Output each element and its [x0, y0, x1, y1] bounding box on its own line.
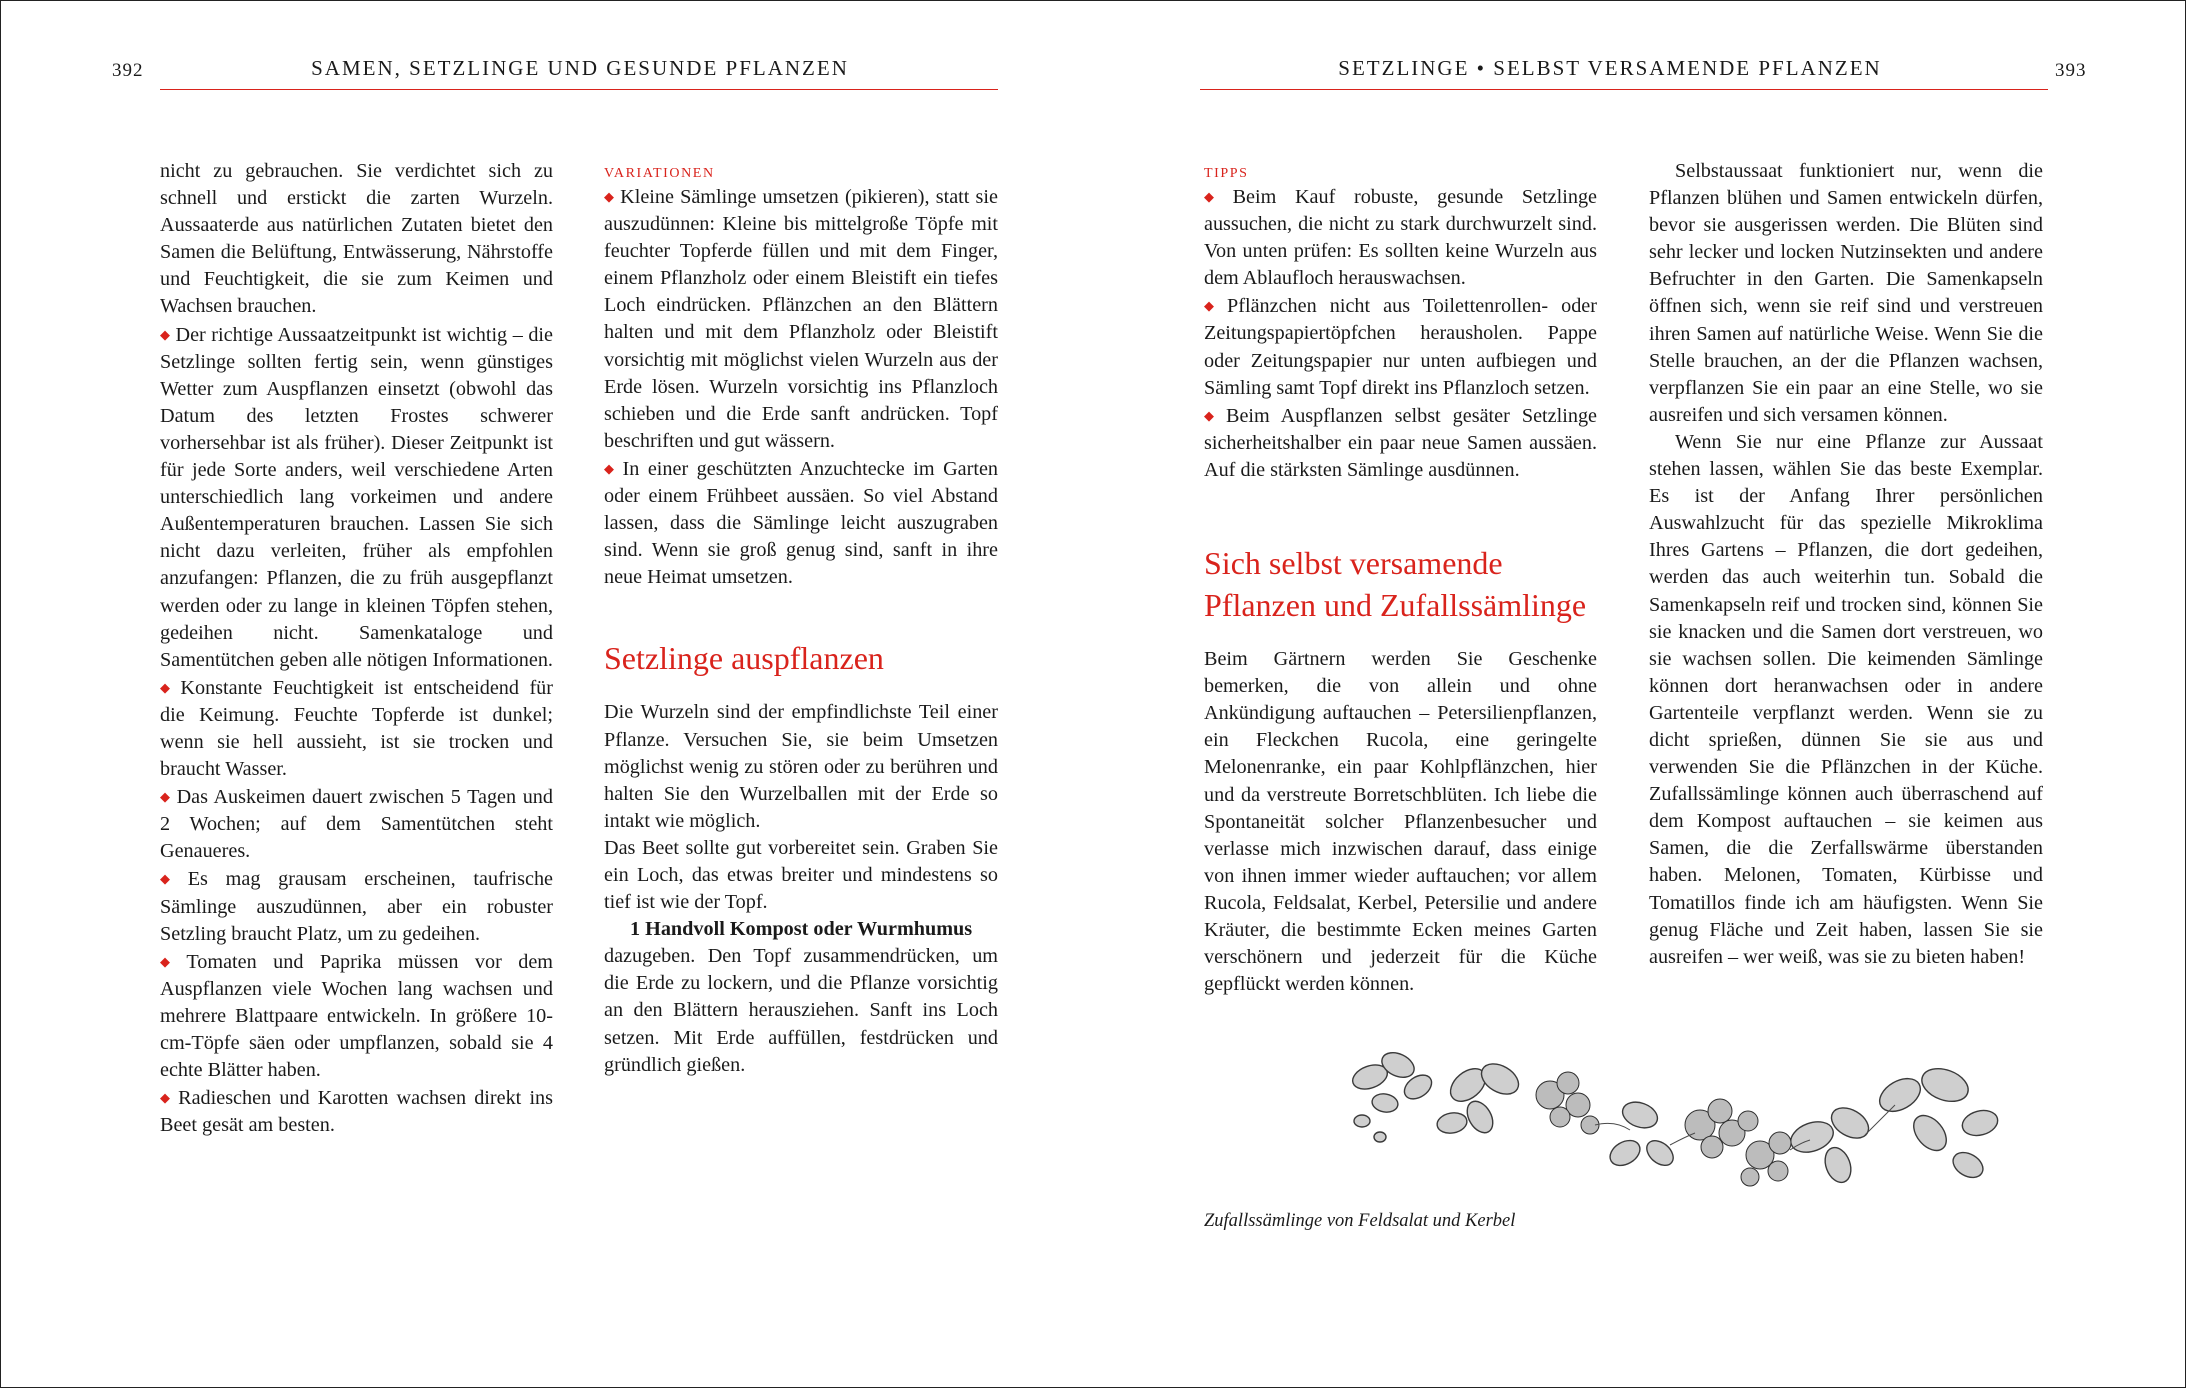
list-item: ◆ Der richtige Aussaatzeitpunkt ist wichtig – die Setzlinge sollten fertig sein, wenn günstiges Wetter zum Auspflanzen einsetzt (obwohl das Datum des letzten Frostes schwerer vorhersehbar ist als früher). Dieser Zeitpunkt ist für jede Sorte anders, weil verschiedene Arten unterschiedlich lang vorkeimen und andere Außentemperaturen brauchen. Lassen Sie sich nicht dazu verleiten, früher als empfohlen anzufangen: Pflanzen, die zu früh ausgepflanzt werden oder zu lange in kleinen Töpfen stehen, gedeihen nicht. Samenkataloge und Samentütchen geben alle nötigen Informationen. — [160, 323, 553, 671]
bullet-diamond-icon: ◆ — [1204, 407, 1221, 423]
right-column-1 — [1204, 165, 1597, 998]
right-column-2 — [1649, 158, 2043, 971]
list-item: ◆ Das Auskeimen dauert zwischen 5 Tagen und 2 Wochen; auf dem Samentütchen steht Genaueres. — [160, 786, 553, 863]
list-item: ◆ Beim Kauf robuste, gesunde Setzlinge aussuchen, die nicht zu stark durchwurzelt sind. Von unten prüfen: Es sollten keine Wurzeln aus dem Ablaufloch herauswachsen. — [1204, 186, 1597, 290]
list-item: ◆ Tomaten und Paprika müssen vor dem Auspflanzen viele Wochen lang wachsen und mehrere Blattpaare entwickeln. In größere 10-cm-Töpfe säen oder umpflanzen, sobald sie 4 echte Blätter haben. — [160, 950, 553, 1082]
bullet-diamond-icon: ◆ — [160, 871, 183, 887]
bullet-diamond-icon: ◆ — [604, 189, 616, 204]
bullet-diamond-icon: ◆ — [160, 953, 182, 969]
bullet-diamond-icon: ◆ — [160, 789, 172, 805]
left-folio: 392 — [112, 60, 144, 81]
left-column-1 — [160, 158, 553, 1139]
right-running-head: SETZLINGE • SELBST VERSAMENDE PFLANZEN — [1338, 56, 1882, 80]
paragraph: Die Wurzeln sind der empfindlichste Teil einer Pflanze. Versuchen Sie, sie beim Umsetzen möglichst wenig zu stören oder zu berühren und halten Sie den Wurzelballen mit der Erde so intakt wie möglich. — [604, 701, 998, 832]
bullet-diamond-icon: ◆ — [1204, 189, 1228, 204]
list-item: ◆ Konstante Feuchtigkeit ist entscheidend für die Keimung. Feuchte Topferde ist dunkel; wenn sie hell aussieht, ist sie trocken und braucht Wasser. — [160, 676, 553, 781]
paragraph: 1 Handvoll Kompost oder Wurmhumus dazugeben. Den Topf zusammendrücken, um die Erde zu lockern, und die Pflanze vorsichtig an den Blättern herausziehen. Sanft ins Loch setzen. Mit Erde auffüllen, festdrücken und gründlich gießen. — [604, 918, 998, 1076]
list-item: ◆ Pflänzchen nicht aus Toilettenrollen- oder Zeitungspapiertöpfchen herausholen. Pappe oder Zeitungspapier nur unten aufbiegen und Sämling samt Topf direkt ins Pflanzloch setzen. — [1204, 295, 1597, 399]
bullet-diamond-icon: ◆ — [160, 1090, 174, 1106]
right-folio: 393 — [2055, 60, 2087, 81]
figure-caption: Zufallssämlinge von Feldsalat und Kerbel — [1204, 1211, 1516, 1231]
tips-label: TIPPS — [1204, 166, 1249, 181]
bullet-diamond-icon: ◆ — [1204, 298, 1223, 314]
paragraph: nicht zu gebrauchen. Sie verdichtet sich zu schnell und erstickt die zarten Wurzeln. Aussaaterde aus natürlichen Zutaten bietet den Samen die Belüftung, Entwässerung, Nährstoffe und Feuchtigkeit, die sie zum Keimen und Wachsen brauchen. — [160, 160, 553, 318]
list-item: ◆ Kleine Sämlinge umsetzen (pikieren), statt sie auszudünnen: Kleine bis mittelgroße Töpfe mit feuchter Topferde füllen und mit dem Finger, einem Pflanzholz oder einem Bleistift ein tiefes Loch eindrücken. Pflänzchen an den Blättern halten und mit dem Pflanzholz oder Bleistift vorsichtig mit möglichst vielen Wurzeln aus der Erde lösen. Wurzeln vorsichtig ins Pflanzloch schieben und die Erde sanft andrücken. Topf beschriften und gut wässern. — [604, 186, 998, 452]
bold-ingredient: 1 Handvoll Kompost oder Wurmhumus — [630, 918, 973, 941]
paragraph: Das Beet sollte gut vorbereitet sein. Graben Sie ein Loch, das etwas breiter und mindestens so tief ist wie der Topf. — [604, 836, 998, 914]
bullet-diamond-icon: ◆ — [604, 460, 618, 476]
bullet-diamond-icon: ◆ — [160, 326, 171, 342]
seedlings-illustration — [1340, 1025, 2040, 1225]
section-heading: Setzlinge auspflanzen — [604, 640, 884, 677]
list-item: ◆ In einer geschützten Anzuchtecke im Garten oder einem Frühbeet aussäen. So viel Abstand lassen, dass die Sämlinge leicht auszugraben sind. Wenn sie groß genug sind, sanft in ihre neue Heimat umsetzen. — [604, 457, 999, 589]
paragraph: Wenn Sie nur eine Pflanze zur Aussaat stehen lassen, wählen Sie das beste Exemplar. Es ist der Anfang Ihrer persönlichen Auswahlzucht für das spezielle Mikroklima Ihres Gartens – Pflanzen, die dort gedeihen, werden das auch weiterhin tun. Sobald die Samenkapseln reif und trocken sind, können Sie sie knacken und die Samen dort verstreuen, wo sie wachsen sollen. Die keimenden Sämlinge können dort heranwachsen oder in andere Gartenteile verpflanzt werden. Wenn sie zu dicht sprießen, dünnen Sie sie aus und verwenden Sie die Pflänzchen in der Küche. Zufallssämlinge können auch überraschend auf dem Kompost auftauchen – sie keimen aus Samen, die die Zerfallswärme überstanden haben. Melonen, Tomaten, Kürbisse und Tomatillos finde ich am häufigsten. Wenn Sie genug Fläche und Zeit haben, lassen Sie sie ausreifen – wer weiß, was sie zu bieten haben! — [1649, 430, 2043, 968]
left-header-rule — [160, 89, 998, 90]
section-heading: Sich selbst versamende Pflanzen und Zufallssämlinge — [1204, 545, 1587, 624]
left-running-head: SAMEN, SETZLINGE UND GESUNDE PFLANZEN — [311, 56, 849, 80]
left-column-2 — [604, 165, 998, 1079]
list-item: ◆ Es mag grausam erscheinen, taufrische Sämlinge auszudünnen, aber ein robuster Setzling braucht Platz, um zu gedeihen. — [160, 868, 554, 945]
list-item: ◆ Radieschen und Karotten wachsen direkt ins Beet gesät am besten. — [160, 1087, 553, 1137]
variations-label: VARIATIONEN — [604, 166, 715, 181]
paragraph: Selbstaussaat funktioniert nur, wenn die Pflanzen blühen und Samen entwickeln dürfen, bevor sie ausgerissen werden. Die Blüten sind sehr lecker und locken Nutzinsekten und andere Befruchter in den Garten. Die Samenkapseln öffnen sich, wenn sie reif sind und verstreuen ihren Samen auf natürliche Weise. Wenn Sie die Stelle brauchen, an der die Pflanzen wachsen, verpflanzen Sie ein paar an eine Stelle, wo sie ausreifen und sich versamen können. — [1649, 160, 2043, 426]
right-header-rule — [1200, 89, 2048, 90]
paragraph: Beim Gärtnern werden Sie Geschenke bemerken, die von allein und ohne Ankündigung auftauchen – Petersilienpflanzen, ein Fleckchen Rucola, eine geringelte Melonenranke, ein paar Kohlpflänzchen, hier und da verstreute Borretschblüten. Ich liebe die Spontaneität solcher Pflanzenbesucher und verlasse mich inzwischen darauf, dass einige von ihnen immer wieder auftauchen; vor allem Rucola, Feldsalat, Kerbel, Petersilie und andere Kräuter, die bestimmte Ecken meines Garten verschönern und jederzeit für die Küche gepflückt werden können. — [1204, 648, 1597, 996]
bullet-diamond-icon: ◆ — [160, 679, 176, 695]
list-item: ◆ Beim Auspflanzen selbst gesäter Setzlinge sicherheitshalber ein paar neue Samen aussäen. Auf die stärksten Sämlinge ausdünnen. — [1204, 404, 1597, 481]
